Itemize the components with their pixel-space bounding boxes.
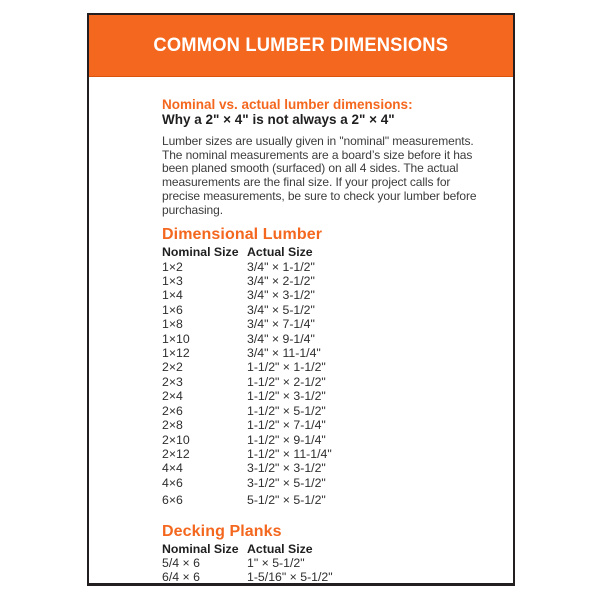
table-row <box>162 274 332 288</box>
table-row <box>162 433 332 447</box>
actual-size-cell: 1" × 5-1/2" <box>247 555 305 570</box>
table-row <box>162 360 332 374</box>
actual-size-cell: 3/4" × 11-1/4" <box>247 346 321 361</box>
dimensional-lumber-table-header <box>162 245 332 259</box>
nominal-size-cell: 1×4 <box>162 288 183 303</box>
dimensional-lumber-heading: Dimensional Lumber <box>162 226 323 244</box>
actual-size-cell: 1-1/2" × 5-1/2" <box>247 403 326 418</box>
table-row <box>162 288 332 302</box>
table-row <box>162 418 332 432</box>
column-header-actual-size: Actual Size <box>247 541 313 556</box>
table-row <box>162 570 333 584</box>
table-row <box>162 260 332 274</box>
table-row <box>162 389 332 403</box>
intro-heading: Nominal vs. actual lumber dimensions: <box>162 97 413 112</box>
nominal-size-cell: 1×8 <box>162 317 183 332</box>
actual-size-cell: 1-1/2" × 1-1/2" <box>247 360 326 375</box>
table-row <box>162 476 332 490</box>
table-row <box>162 332 332 346</box>
nominal-size-cell: 1×6 <box>162 302 183 317</box>
nominal-size-cell: 4×4 <box>162 461 183 476</box>
nominal-size-cell: 1×3 <box>162 274 183 289</box>
nominal-size-cell: 1×12 <box>162 346 190 361</box>
actual-size-cell: 1-5/16" × 5-1/2" <box>247 570 333 585</box>
decking-planks-section <box>162 524 483 585</box>
actual-size-cell: 1-1/2" × 9-1/4" <box>247 432 326 447</box>
column-header-nominal-size: Nominal Size <box>162 245 239 260</box>
nominal-size-cell: 2×12 <box>162 446 190 461</box>
decking-planks-heading: Decking Planks <box>162 522 282 540</box>
table-row <box>162 556 333 570</box>
header-row <box>162 245 332 259</box>
nominal-size-cell: 1×2 <box>162 259 183 274</box>
nominal-size-cell: 2×8 <box>162 418 183 433</box>
actual-size-cell: 1-1/2" × 7-1/4" <box>247 418 326 433</box>
table-row <box>162 404 332 418</box>
intro-section <box>162 97 483 217</box>
decking-planks-table-body <box>162 556 333 585</box>
nominal-size-cell: 4×6 <box>162 475 183 490</box>
dimensional-lumber-table <box>162 245 332 507</box>
actual-size-cell: 5-1/2" × 5-1/2" <box>247 493 326 508</box>
actual-size-cell: 3/4" × 2-1/2" <box>247 274 315 289</box>
actual-size-cell: 3/4" × 5-1/2" <box>247 302 315 317</box>
nominal-size-cell: 2×2 <box>162 360 183 375</box>
nominal-size-cell: 2×6 <box>162 403 183 418</box>
actual-size-cell: 3/4" × 9-1/4" <box>247 331 315 346</box>
column-header-actual-size: Actual Size <box>247 245 313 260</box>
dimensional-lumber-section <box>162 227 483 507</box>
card-header <box>89 15 513 77</box>
table-row <box>162 303 332 317</box>
actual-size-cell: 3/4" × 3-1/2" <box>247 288 315 303</box>
nominal-size-cell: 5/4 × 6 <box>162 555 200 570</box>
nominal-size-cell: 2×10 <box>162 432 190 447</box>
decking-planks-table <box>162 542 333 585</box>
page-title: COMMON LUMBER DIMENSIONS <box>153 34 449 56</box>
actual-size-cell: 1-1/2" × 2-1/2" <box>247 374 326 389</box>
column-header-nominal-size: Nominal Size <box>162 541 239 556</box>
table-row <box>162 346 332 360</box>
actual-size-cell: 1-1/2" × 11-1/4" <box>247 446 332 461</box>
nominal-size-cell: 1×10 <box>162 331 190 346</box>
table-row <box>162 490 332 507</box>
table-row <box>162 461 332 475</box>
actual-size-cell: 3/4" × 1-1/2" <box>247 259 315 274</box>
table-row <box>162 317 332 331</box>
intro-subheading: Why a 2" × 4" is not always a 2" × 4" <box>162 112 395 127</box>
dimensional-lumber-table-body <box>162 260 332 508</box>
nominal-size-cell: 6/4 × 6 <box>162 570 200 585</box>
nominal-size-cell: 2×3 <box>162 374 183 389</box>
header-row <box>162 542 333 556</box>
actual-size-cell: 3/4" × 7-1/4" <box>247 317 315 332</box>
lumber-dimensions-card <box>87 13 515 586</box>
card-body <box>89 77 513 585</box>
actual-size-cell: 3-1/2" × 5-1/2" <box>247 475 326 490</box>
table-row <box>162 375 332 389</box>
nominal-size-cell: 6×6 <box>162 493 183 508</box>
table-row <box>162 447 332 461</box>
actual-size-cell: 3-1/2" × 3-1/2" <box>247 461 326 476</box>
intro-paragraph: Lumber sizes are usually given in "nominal" measurements. The nominal measurements are a board’s size before it has been planed smooth (surfaced) on all 4 sides. The actual measurements are the final size. If your project calls for precise measurements, be sure to check your lumber before purchasing. <box>162 134 477 217</box>
decking-planks-table-header <box>162 542 333 556</box>
nominal-size-cell: 2×4 <box>162 389 183 404</box>
actual-size-cell: 1-1/2" × 3-1/2" <box>247 389 326 404</box>
